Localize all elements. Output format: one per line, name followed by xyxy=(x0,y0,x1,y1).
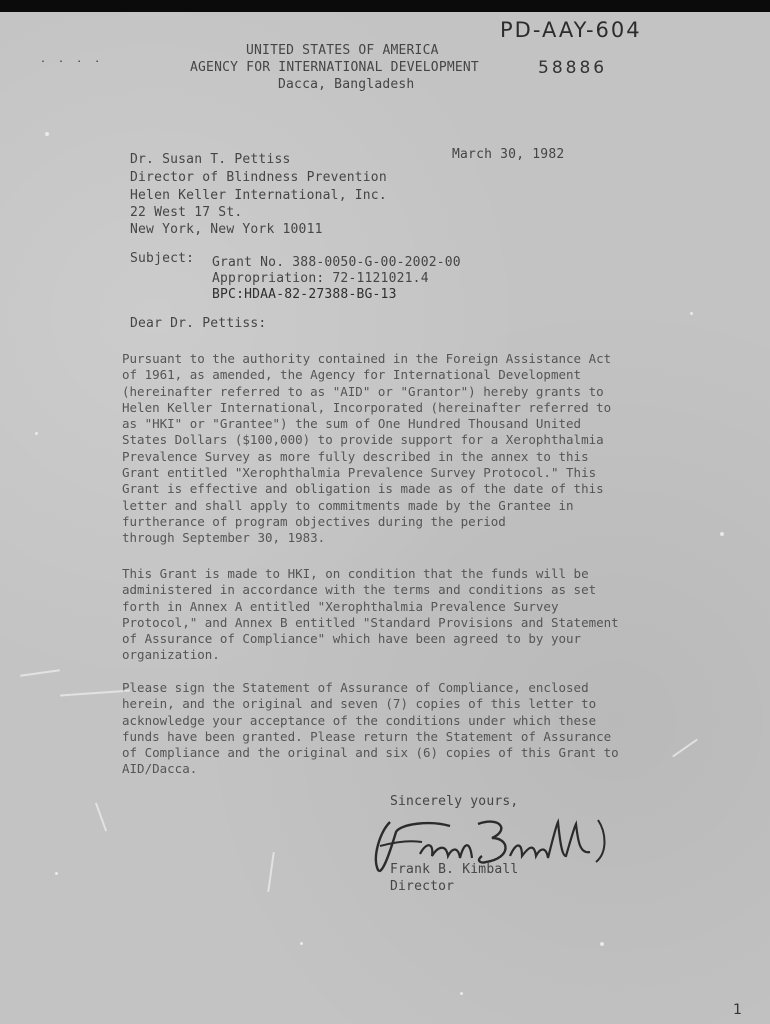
scan-scratch xyxy=(267,852,275,892)
subject-label: Subject: xyxy=(130,251,195,266)
paragraph-line: acknowledge your acceptance of the conditions under which these xyxy=(122,712,597,728)
addressee-street: 22 West 17 St. xyxy=(130,205,243,220)
signatory-title: Director xyxy=(390,879,455,894)
letterhead-country: UNITED STATES OF AMERICA xyxy=(246,43,439,58)
paragraph-line: Grant entitled "Xerophthalmia Prevalence Survey Protocol." This xyxy=(122,465,597,481)
scan-speck xyxy=(460,992,463,995)
scan-scratch xyxy=(20,669,60,677)
paragraph-grant-terms xyxy=(122,351,667,547)
scan-scratch xyxy=(95,803,107,832)
paragraph-conditions xyxy=(122,566,667,664)
scan-scratch xyxy=(60,690,130,697)
scan-speck xyxy=(300,942,303,945)
paragraph-line: of 1961, as amended, the Agency for International Development xyxy=(122,367,582,383)
paragraph-line: of Assurance of Compliance" which have been agreed to by your xyxy=(122,631,582,647)
paragraph-line: of Compliance and the original and six (6) copies of this Grant to xyxy=(122,745,619,761)
paragraph-line: AID/Dacca. xyxy=(122,761,198,777)
scan-top-border xyxy=(0,0,770,12)
letter-date: March 30, 1982 xyxy=(452,147,565,162)
paragraph-line: Please sign the Statement of Assurance of Compliance, enclosed xyxy=(122,680,589,695)
scan-speck xyxy=(690,312,693,315)
scan-speck xyxy=(55,872,58,875)
paragraph-line: through September 30, 1983. xyxy=(122,530,326,546)
salutation: Dear Dr. Pettiss: xyxy=(130,316,267,331)
closing-sincerely: Sincerely yours, xyxy=(390,794,519,809)
addressee-title: Director of Blindness Prevention xyxy=(130,170,387,185)
scan-marks: . . . . xyxy=(40,54,104,65)
handwritten-doc-id: PD-AAY-604 xyxy=(500,18,642,42)
paragraph-line: States Dollars ($100,000) to provide support for a Xerophthalmia xyxy=(122,432,604,448)
paragraph-line: (hereinafter referred to as "AID" or "Grantor") hereby grants to xyxy=(122,383,604,399)
paragraph-line: Pursuant to the authority contained in the Foreign Assistance Act xyxy=(122,351,612,366)
paragraph-line: Helen Keller International, Incorporated (hereinafter referred to xyxy=(122,399,612,415)
signatory-name: Frank B. Kimball xyxy=(390,862,519,877)
paragraph-line: Grant is effective and obligation is made as of the date of this xyxy=(122,481,604,497)
letter-page xyxy=(0,12,770,1024)
letterhead-city: Dacca, Bangladesh xyxy=(278,77,415,92)
subject-grant-number: Grant No. 388-0050-G-00-2002-00 xyxy=(212,255,461,270)
addressee-city: New York, New York 10011 xyxy=(130,222,323,237)
page-mark: 1 xyxy=(733,1002,743,1018)
paragraph-line: Prevalence Survey as more fully described in the annex to this xyxy=(122,448,589,464)
paragraph-line: furtherance of program objectives during the period xyxy=(122,513,506,529)
paragraph-instructions xyxy=(122,680,667,778)
addressee-name: Dr. Susan T. Pettiss xyxy=(130,152,291,167)
paragraph-line: as "HKI" or "Grantee") the sum of One Hundred Thousand United xyxy=(122,416,582,432)
paragraph-line: administered in accordance with the terms and conditions as set xyxy=(122,582,597,598)
paragraph-line: This Grant is made to HKI, on condition that the funds will be xyxy=(122,566,589,581)
scan-speck xyxy=(35,432,38,435)
paragraph-line: organization. xyxy=(122,647,220,663)
scan-speck xyxy=(600,942,604,946)
scan-speck xyxy=(45,132,49,136)
paragraph-line: letter and shall apply to commitments made by the Grantee in xyxy=(122,497,574,513)
subject-appropriation: Appropriation: 72-1121021.4 xyxy=(212,271,429,286)
subject-bpc: BPC:HDAA-82-27388-BG-13 xyxy=(212,287,397,302)
letterhead-agency: AGENCY FOR INTERNATIONAL DEVELOPMENT xyxy=(190,60,479,75)
scan-scratch xyxy=(672,739,698,758)
paragraph-line: Protocol," and Annex B entitled "Standard Provisions and Statement xyxy=(122,614,619,630)
paragraph-line: herein, and the original and seven (7) copies of this letter to xyxy=(122,696,597,712)
paragraph-line: forth in Annex A entitled "Xerophthalmia Prevalence Survey xyxy=(122,598,559,614)
addressee-organization: Helen Keller International, Inc. xyxy=(130,188,387,203)
handwritten-number: 58886 xyxy=(538,58,608,78)
paragraph-line: funds have been granted. Please return the Statement of Assurance xyxy=(122,728,612,744)
scan-speck xyxy=(720,532,724,536)
